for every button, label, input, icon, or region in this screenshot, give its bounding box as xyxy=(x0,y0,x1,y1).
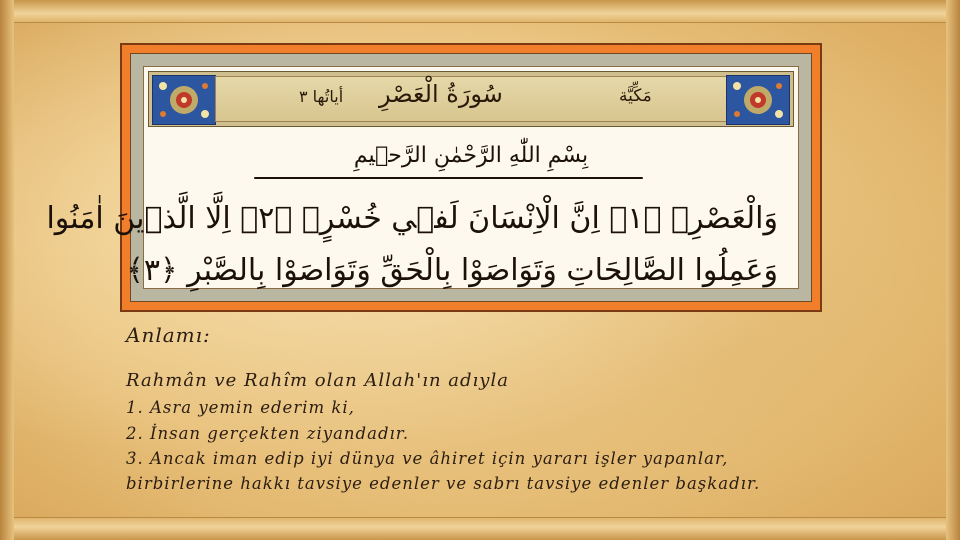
scroll-left-edge xyxy=(0,0,14,540)
scroll-right-edge xyxy=(946,0,960,540)
basmala: بِسْمِ اللّٰهِ الرَّحْمٰنِ الرَّح۪يمِ xyxy=(353,143,589,168)
verse-line-1: وَالْعَصْرِۙ ﴿١﴾ اِنَّ الْاِنْسَانَ لَف۪ي خُسْرٍۙ ﴿٢﴾ اِلَّا الَّذ۪ينَ اٰمَنُوا xyxy=(46,201,778,236)
basmala-line xyxy=(254,177,643,179)
surah-panel-frame xyxy=(46,53,812,302)
scroll-top-roll xyxy=(0,0,960,23)
surah-panel xyxy=(46,43,822,312)
verse-line-2: وَعَمِلُوا الصَّالِحَاتِ وَتَوَاصَوْا بِالْحَقِّ وَتَوَاصَوْا بِالصَّبْرِ ﴿٣﴾ xyxy=(126,253,778,288)
surah-title: سُورَةُ الْعَصْرِ xyxy=(379,80,503,108)
meaning-line: 3. Ancak iman edip iyi dünya ve âhiret için yararı işler yapanlar, xyxy=(126,449,729,468)
meaning-line: 2. İnsan gerçekten ziyandadır. xyxy=(126,424,410,443)
floral-ornament-icon xyxy=(152,75,216,125)
ayat-count: أياتُها ٣ xyxy=(299,87,344,106)
scroll-bottom-roll xyxy=(0,517,960,540)
meaning-line: birbirlerine hakkı tavsiye edenler ve sabrı tavsiye edenler başkadır. xyxy=(126,474,761,493)
meaning-heading: Anlamı: xyxy=(126,323,211,347)
floral-ornament-icon xyxy=(726,75,790,125)
meaning-line: 1. Asra yemin ederim ki, xyxy=(126,398,355,417)
surah-page xyxy=(46,66,799,289)
revelation-place: مَكِّيَّة xyxy=(619,86,652,106)
meaning-line: Rahmân ve Rahîm olan Allah'ın adıyla xyxy=(126,370,509,391)
surah-header xyxy=(148,71,794,127)
